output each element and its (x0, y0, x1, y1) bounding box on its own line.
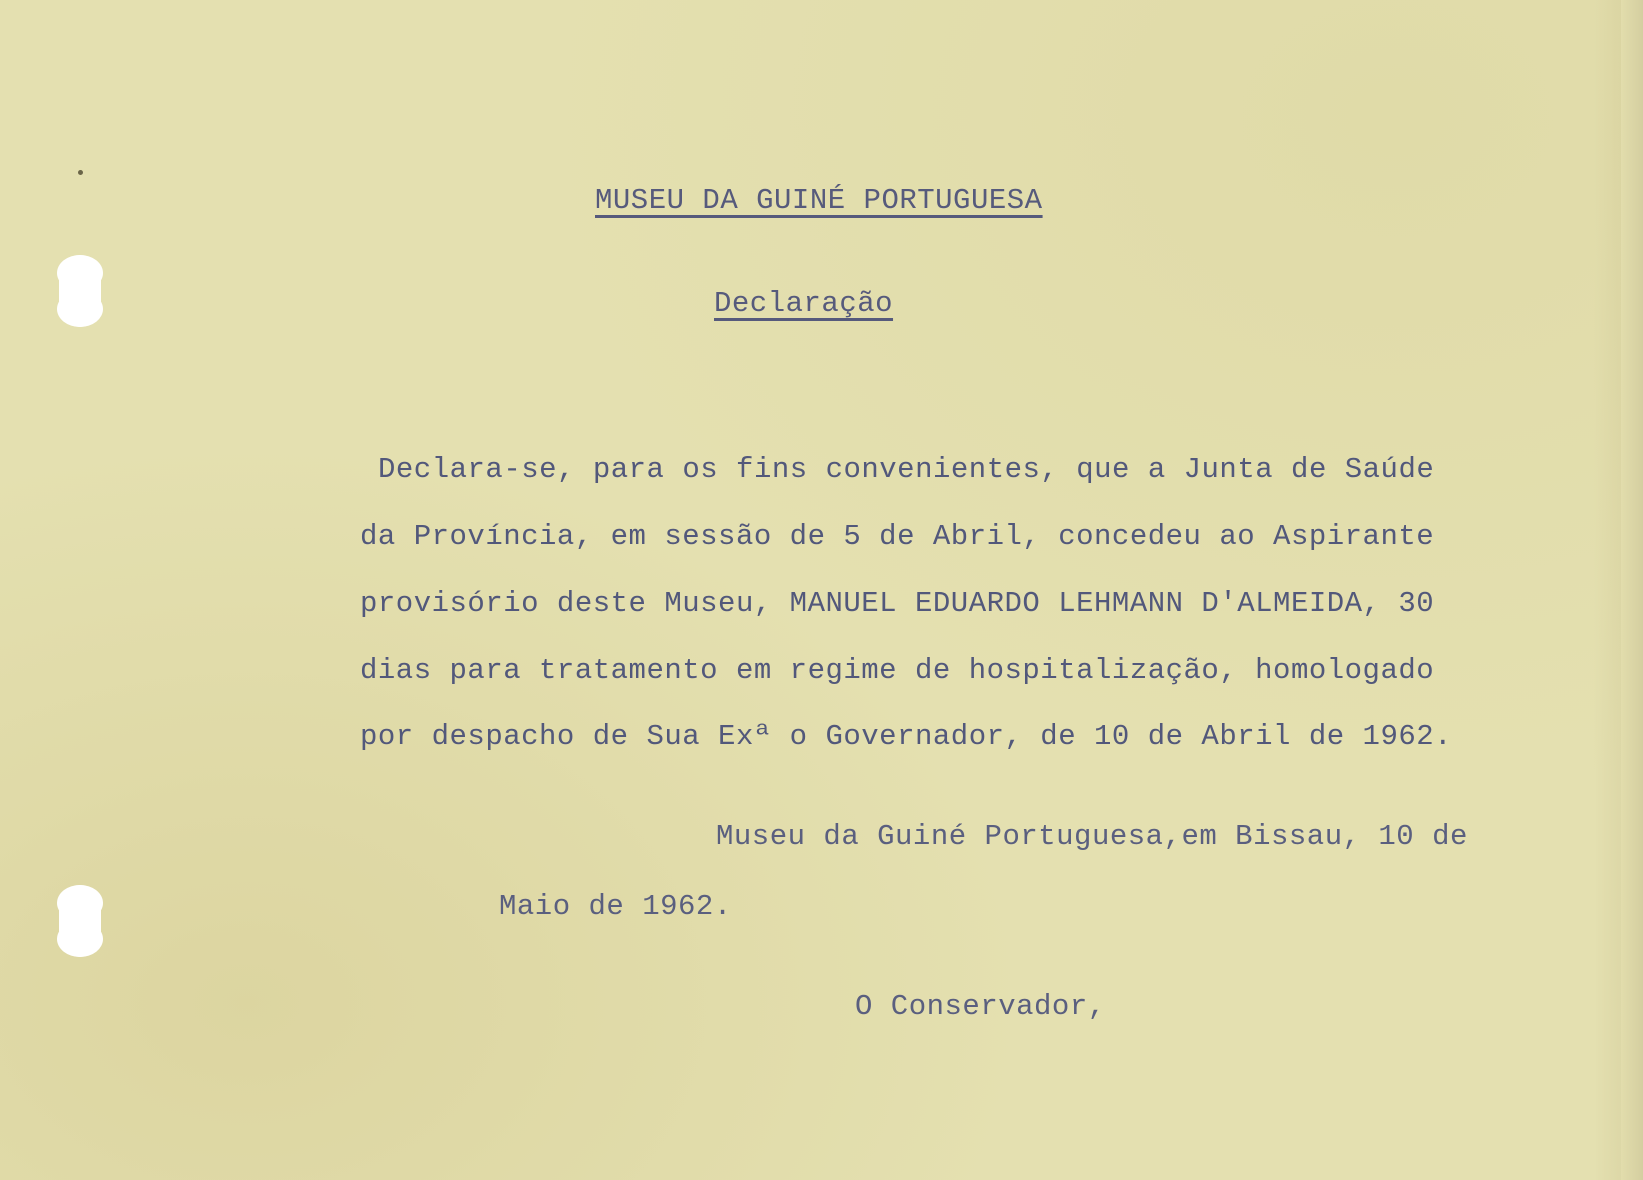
place-line: Museu da Guiné Portuguesa,em Bissau, 10 de (716, 820, 1468, 853)
body-line-1: Declara-se, para os fins convenientes, que a Junta de Saúde (378, 453, 1435, 486)
signature-line: O Conservador, (855, 990, 1106, 1023)
body-line-4: dias para tratamento em regime de hospitalização, homologado (360, 654, 1435, 687)
date-line: Maio de 1962. (499, 890, 732, 923)
punch-hole-top (59, 255, 101, 327)
page-edge (1621, 0, 1643, 1180)
body-line-2: da Província, em sessão de 5 de Abril, concedeu ao Aspirante (360, 520, 1435, 553)
document-subtitle: Declaração (714, 287, 894, 320)
body-line-3: provisório deste Museu, MANUEL EDUARDO LEHMANN D'ALMEIDA, 30 (360, 587, 1435, 620)
paper-speck (78, 170, 83, 175)
punch-hole-bottom (59, 885, 101, 957)
body-line-5: por despacho de Sua Exª o Governador, de 10 de Abril de 1962. (360, 720, 1453, 753)
document-title: MUSEU DA GUINÉ PORTUGUESA (595, 184, 1043, 217)
